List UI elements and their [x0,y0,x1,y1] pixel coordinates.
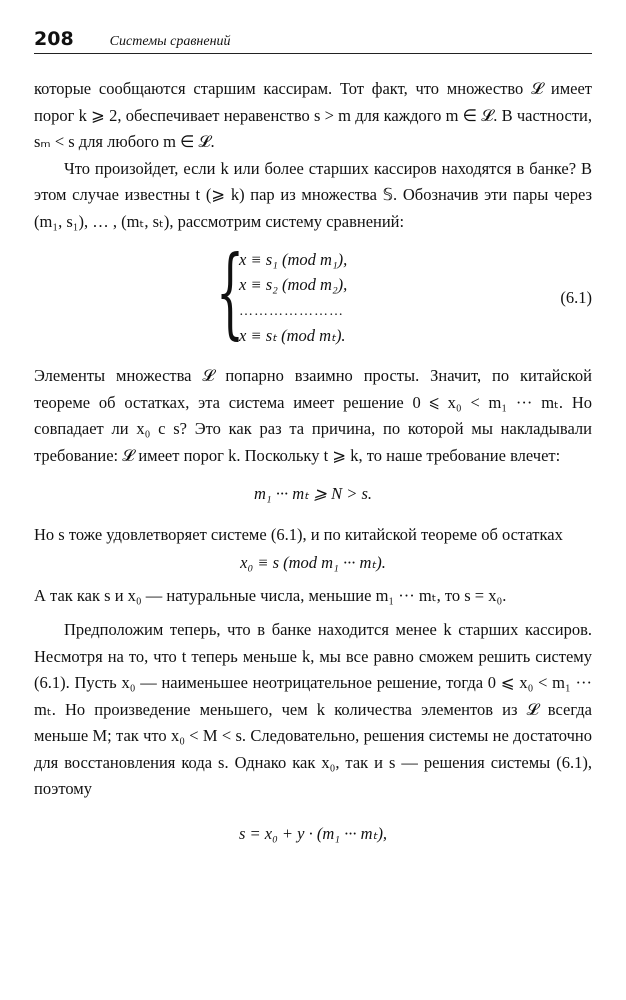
equation-number: (6.1) [560,288,592,307]
page-body [34,76,592,847]
solution-display: s = x₀ + y · (m₁ ··· mₜ), [238,823,388,843]
paragraph-1: которые сообщаются старшим кассирам. Тот факт, что множество 𝓛 имеет порог k ⩾ 2, обеспечивает неравенство s > m для каждого m ∈ 𝓛. В частности, sₘ < s для любого m ∈ 𝓛. [34,79,592,151]
paragraph-3: Элементы множества 𝓛 попарно взаимно просты. Значит, по китайской теореме об остатках, эта система имеет решение 0 ⩽ x₀ < m₁ ··· mₜ. Но совпадает ли x₀ с s? Это как раз та причина, по которой мы накладывали требование: 𝓛 имеет порог k. Поскольку t ⩾ k, то наше требование влечет: [34,366,592,465]
left-brace-icon: { [216,236,245,350]
system-line-3: x ≡ sₜ (mod mₜ). [239,326,346,345]
book-page [34,28,592,861]
running-title: Системы сравнений [109,34,231,49]
paragraph-4: Но s тоже удовлетворяет системе (6.1), и по китайской теореме об остатках [34,524,563,544]
system-line-2: x ≡ s₂ (mod m₂), [239,275,348,294]
congruence-system [34,236,592,355]
congruence-display: x₀ ≡ s (mod m₁ ··· mₜ). [240,553,386,572]
paragraph-2: Что произойдет, если k или более старших кассиров находятся в банке? В этом случае известны t (⩾ k) пар из множества 𝕊. Обозначив эти пары через (m₁, s₁), … , (mₜ, sₜ), рассмотрим систему сравнений: [34,158,592,231]
paragraph-6: Предположим теперь, что в банке находится менее k старших кассиров. Несмотря на то, что t теперь меньше k, мы все равно сможем решить систему (6.1). Пусть x₀ — наименьшее неотрицательное решение, тогда 0 ⩽ x₀ < m₁ ··· mₜ. Но произведение меньшего, чем k количества элементов из 𝓛 всегда меньше M; так что x₀ < M < s. Следовательно, решения системы не достаточно для восстановления кода s. Однако как x₀, так и s — решения системы (6.1), поэтому [34,620,592,798]
page-header [34,28,592,54]
inequality-display: m₁ ··· mₜ ⩾ N > s. [253,484,373,503]
paragraph-5: А так как s и x₀ — натуральные числа, меньшие m₁ ··· mₜ, то s = x₀. [34,585,507,605]
system-line-1: x ≡ s₁ (mod m₁), [239,250,348,269]
system-dots: ………………… [239,304,344,319]
page-number: 208 [34,28,74,50]
